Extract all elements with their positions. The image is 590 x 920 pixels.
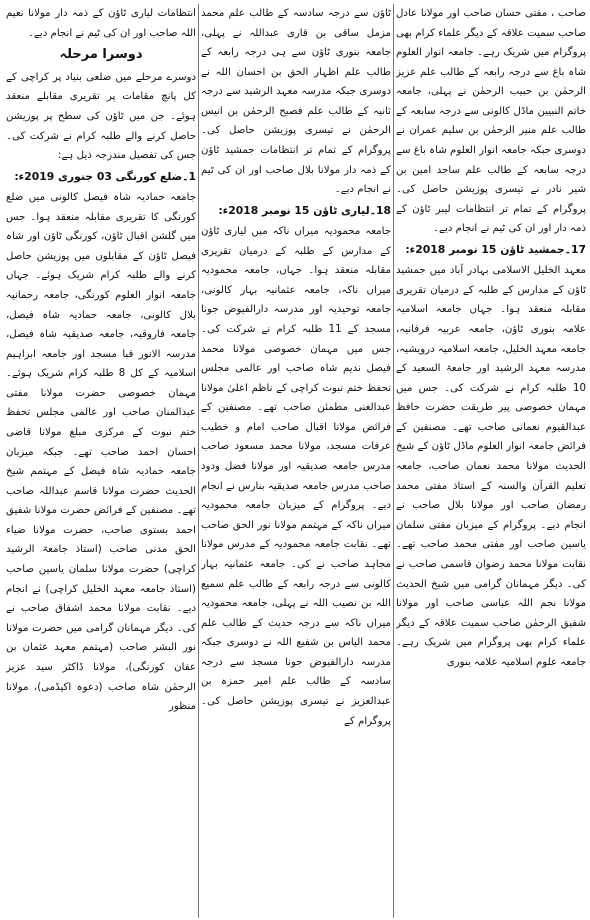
column-divider-right	[393, 4, 394, 918]
heading-lyari-town: 18۔لیاری ٹاؤن 15 نومبر 2018ء:	[218, 203, 391, 217]
column-middle-paragraph-1: ٹاؤن سے درجہ سادسہ کے طالب علم محمد مزمل ساقی بن قاری عبداللہ نے پہلی، جامعہ بنوری ٹاؤن سے ہی درجہ رابعہ کے طالب علم اظہار الحق بن احسان اللہ نے دوسری جبکہ مدرسہ معہد الرشید سے درجہ ثانیہ کے طالب علم فصیح الرحمٰن بن انیس الرحمٰن نے تیسری پوزیشن حاصل کی۔ پروگرام کے تمام تر انتظامات جمشید ٹاؤن کے ذمہ دار مولانا بلال صاحب اور ان کی ٹیم نے انجام دیے۔	[201, 8, 391, 196]
column-right-paragraph-2: معہد الخلیل الاسلامی بہادر آباد میں جمشید ٹاؤن کے مدارس کے طلبہ کے درمیان تقریری مقابلہ منعقد ہوا۔ جہاں جامعہ اسلامیہ علامہ بنوری ٹاؤن، جامعہ عربیہ فرقانیہ، جامعہ معہد الخلیل، جامعہ اسلامیہ درویشیہ، مدرسہ معہد الرشید اور جامعۃ السعید کے 10 طلبہ کرام نے شرکت کی۔ جس میں مہمان خصوصی پیر طریقت حضرت حافظ عبدالقیوم نعمانی صاحب تھے۔ مصنفین کے فرائض جامعہ انوار العلوم ماڈل ٹاؤن کے شیخ الحدیث مولانا محمد نعمان صاحب، جامعہ تعلیم القرآن والسنہ کے استاذ مفتی محمد رمضان صاحب اور مولانا بلال صاحب نے انجام دیے۔ پروگرام کے میزبان مفتی سلمان یاسین صاحب اور مفتی محمد صاحب تھے۔ نقابت مولانا محمد رضوان قاسمی صاحب نے کی۔ دیگر مہمانان گرامی میں شیخ الحدیث مولانا نجم اللہ عباسی صاحب اور مولانا شفیق الرحمٰن صاحب سمیت علاقہ کے دیگر علماء کرام بھی پروگرام میں شریک رہے۔ جامعہ علوم اسلامیہ علامہ بنوری	[396, 265, 586, 668]
column-left-paragraph-3: جامعہ حمادیہ شاہ فیصل کالونی میں ضلع کورنگی کا تقریری مقابلہ منعقد ہوا۔ جس میں گلشن اقبال ٹاؤن، کورنگی ٹاؤن اور شاہ فیصل ٹاؤن کے مقابلوں میں پوزیشن حاصل کرنے والے طلبہ کرام شریک ہوئے۔ جہاں جامعہ انوار العلوم کورنگی، جامعہ رحمانیہ بلال کالونی، جامعہ حمادیہ شاہ فیصل، جامعہ فاروقیہ، جامعہ صدیقیہ شاہ فیصل، مدرسہ الانور قبا مسجد اور جامعہ ابراہیم اسلامیہ کے کل 8 طلبہ کرام شریک ہوئے۔ مہمان خصوصی حضرت مولانا مفتی عبدالمنان صاحب اور عالمی مجلس تحفظ ختم نبوت کے مرکزی مبلغ مولانا قاضی احسان احمد صاحب تھے۔ جبکہ میزبان جامعہ حمادیہ شاہ فیصل کے مہتمم شیخ الحدیث حضرت مولانا قاسم عبداللہ صاحب تھے۔ مصنفین کے فرائض حضرت مولانا شفیق احمد بستوی صاحب، حضرت مولانا ضیاء الحق مدنی صاحب (استاذ جامعۃ الرشید کراچی) حضرت مولانا سلمان یاسین صاحب (استاذ جامعہ معہد الخلیل کراچی) نے انجام دیے۔ نقابت مولانا محمد اشفاق صاحب نے کی۔ دیگر مہمانان گرامی میں حضرت مولانا نور البشر صاحب (مہتمم معہد عثمان بن عفان کورنگی)، مولانا ڈاکٹر سید عزیز الرحمٰن شاہ صاحب (دعوہ اکیڈمی)، مولانا منظور	[6, 192, 196, 713]
column-left-paragraph-1: انتظامات لیاری ٹاؤن کے ذمہ دار مولانا نعیم اللہ صاحب اور ان کی ٹیم نے انجام دیے۔	[6, 8, 196, 39]
column-right-paragraph-1: صاحب ، مفتی حسان صاحب اور مولانا عادل صاحب سمیت علاقہ کے دیگر علماء کرام بھی پروگرام میں شریک رہے۔ جامعہ انوار العلوم شاہ باغ سے درجہ رابعہ کے طالب علم عزیز الرحمٰن بن حبیب الرحمٰن نے پہلی، جامعہ خاتم النبیین ماڈل کالونی سے درجہ سابعہ کے طالب علم منیر الرحمٰن بن سلیم عمران نے دوسری جبکہ جامعہ انوار العلوم شاہ باغ سے درجہ سابعہ کے طالب علم ساجد امین بن شیر نادر نے تیسری پوزیشن حاصل کی۔ پروگرام کے تمام تر انتظامات لیبر ٹاؤن کے ذمہ دار اور ان کی ٹیم نے انجام دیے۔	[396, 8, 586, 235]
column-divider-left	[198, 4, 199, 918]
column-right	[396, 4, 586, 918]
column-middle	[201, 4, 391, 918]
heading-district-korangi: 1۔ضلع کورنگی 03 جنوری 2019ء:	[14, 169, 196, 183]
column-middle-paragraph-2: جامعہ محمودیہ میراں ناکہ میں لیاری ٹاؤن کے مدارس کے طلبہ کے درمیان تقریری مقابلہ منعقد ہوا۔ جہاں، جامعہ محمودیہ میراں ناکہ، جامعہ عثمانیہ بہار کالونی، جامعہ توحیدیہ اور مدرسہ دارالفیوض جونا مسجد کے 11 طلبہ کرام نے شرکت کی۔ جس میں مہمان خصوصی مولانا محمد فیصل ندیم شاہ صاحب اور عالمی مجلس تحفظ ختم نبوت کراچی کے ناظم اعلیٰ مولانا عبدالغنی مطمئن صاحب تھے۔ مصنفین کے فرائض مولانا اقبال صاحب امام و خطیب عرفات مسجد، مولانا محمد مسعود صاحب مدرس جامعہ صدیقیہ اور مولانا فضل ودود صاحب مدرس جامعہ صدیقیہ بنارس نے انجام دیے۔ پروگرام کے میزبان جامعہ محمودیہ میراں ناکہ کے مہتمم مولانا نور الحق صاحب تھے۔ نقابت جامعہ محمودیہ کے مدرس مولانا مجاہد صاحب نے کی۔ جامعہ عثمانیہ بہار کالونی سے درجہ رابعہ کے طالب علم سمیع اللہ بن نصیب اللہ نے پہلی، جامعہ محمودیہ میراں ناکہ سے درجہ حدیث کے طالب علم محمد الیاس بن شفیع اللہ نے دوسری جبکہ مدرسہ دارالفیوض جونا مسجد سے درجہ سادسہ کے طالب علم امیر حمزہ بن عبدالعزیز نے تیسری پوزیشن حاصل کی۔ پروگرام کے	[201, 226, 391, 727]
column-left-paragraph-2: دوسرے مرحلے میں ضلعی بنیاد پر کراچی کے کل پانچ مقامات پر تقریری مقابلے منعقد ہوئے۔ جن میں ٹاؤن کی سطح پر پوزیشن حاصل کرنے والے طلبہ کرام نے شرکت کی۔ جس کی تفصیل مندرجہ ذیل ہے:	[6, 71, 196, 162]
subheading-second-stage: دوسرا مرحلہ	[59, 47, 143, 63]
column-left	[6, 4, 196, 918]
heading-jamshed-town: 17۔جمشید ٹاؤن 15 نومبر 2018ء:	[405, 242, 586, 256]
